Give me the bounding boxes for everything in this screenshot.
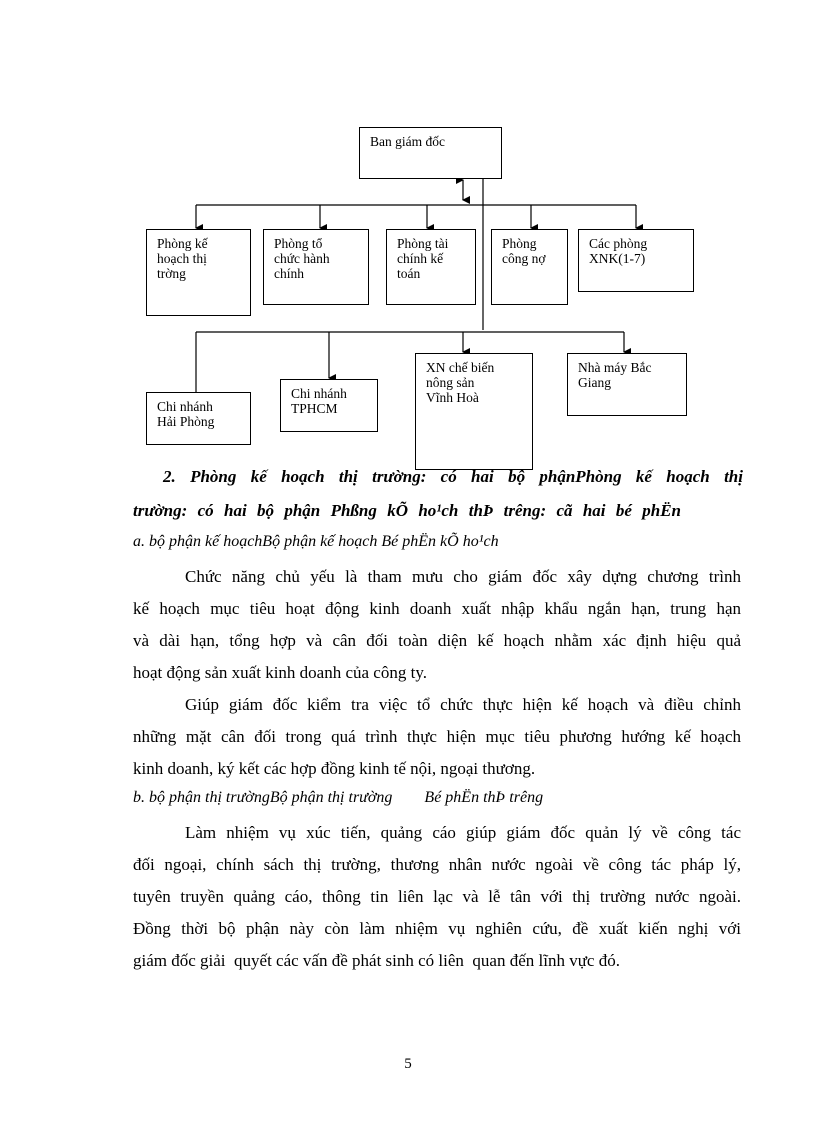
- section-heading-line1: 2. Phòng kế hoạch thị trường: có hai bộ phậnPhòng kế hoạch thị: [163, 467, 743, 486]
- org-box-ban-giam-doc: Ban giám đốc: [359, 127, 502, 179]
- paragraph-line: Chức năng chủ yếu là tham mưu cho giám đốc xây dựng chương trình: [185, 567, 741, 586]
- org-box-phong-to-chuc: Phòng tổ chức hành chính: [263, 229, 369, 305]
- paragraph-line: Làm nhiệm vụ xúc tiến, quảng cáo giúp giám đốc quản lý về công tác: [185, 823, 741, 842]
- paragraph-line: Đồng thời bộ phận này còn làm nhiệm vụ nghiên cứu, đề xuất kiến nghị với: [133, 919, 741, 938]
- paragraph-line: những mặt cân đối trong quá trình thực hiện mục tiêu phương hướng kế hoạch: [133, 727, 741, 746]
- org-box-nha-may-bac-giang: Nhà máy Bắc Giang: [567, 353, 687, 416]
- org-box-phong-cong-no: Phòng công nợ: [491, 229, 568, 305]
- org-box-phong-tai-chinh: Phòng tài chính kế toán: [386, 229, 476, 305]
- paragraph-2: [133, 689, 741, 785]
- paragraph-line: kế hoạch mục tiêu hoạt động kinh doanh xuất nhập khẩu ngắn hạn, trung hạn: [133, 599, 741, 618]
- paragraph-line: hoạt động sản xuất kinh doanh của công ty.: [133, 663, 427, 682]
- paragraph-line: và dài hạn, tổng hợp và cân đối toàn diện kế hoạch nhằm xác định hiệu quả: [133, 631, 741, 650]
- paragraph-1: [133, 561, 741, 689]
- paragraph-line: tuyên truyền quảng cáo, thông tin liên lạc và lễ tân với thị trường nước ngoài.: [133, 887, 741, 906]
- paragraph-3: [133, 817, 741, 977]
- paragraph-line: giám đốc giải quyết các vấn đề phát sinh có liên quan đến lĩnh vực đó.: [133, 951, 620, 970]
- org-box-cac-phong-xnk: Các phòng XNK(1-7): [578, 229, 694, 292]
- org-box-chi-nhanh-hai-phong: Chi nhánh Hải Phòng: [146, 392, 251, 445]
- subheading-b: b. bộ phận thị trườngBộ phận thị trường Bé phËn thÞ trêng: [133, 789, 544, 806]
- section-heading-line2: trường: có hai bộ phận Phßng kÕ ho¹ch thÞ trêng: cã hai bé phËn: [133, 501, 681, 520]
- paragraph-line: đối ngoại, chính sách thị trường, thương nhân nước ngoài về công tác pháp lý,: [133, 855, 741, 874]
- paragraph-line: Giúp giám đốc kiểm tra việc tổ chức thực hiện kế hoạch và điều chỉnh: [185, 695, 741, 714]
- page-number: 5: [404, 1056, 412, 1072]
- subheading-a: a. bộ phận kế hoạchBộ phận kế hoạch Bé phËn kÕ ho¹ch: [133, 533, 499, 550]
- org-box-phong-ke-hoach: Phòng kế hoạch thị trờng: [146, 229, 251, 316]
- paragraph-line: kinh doanh, ký kết các hợp đồng kinh tế nội, ngoại thương.: [133, 759, 536, 778]
- org-box-chi-nhanh-tphcm: Chi nhánh TPHCM: [280, 379, 378, 432]
- org-box-xn-che-bien: XN chế biến nông sản Vĩnh Hoà: [415, 353, 533, 470]
